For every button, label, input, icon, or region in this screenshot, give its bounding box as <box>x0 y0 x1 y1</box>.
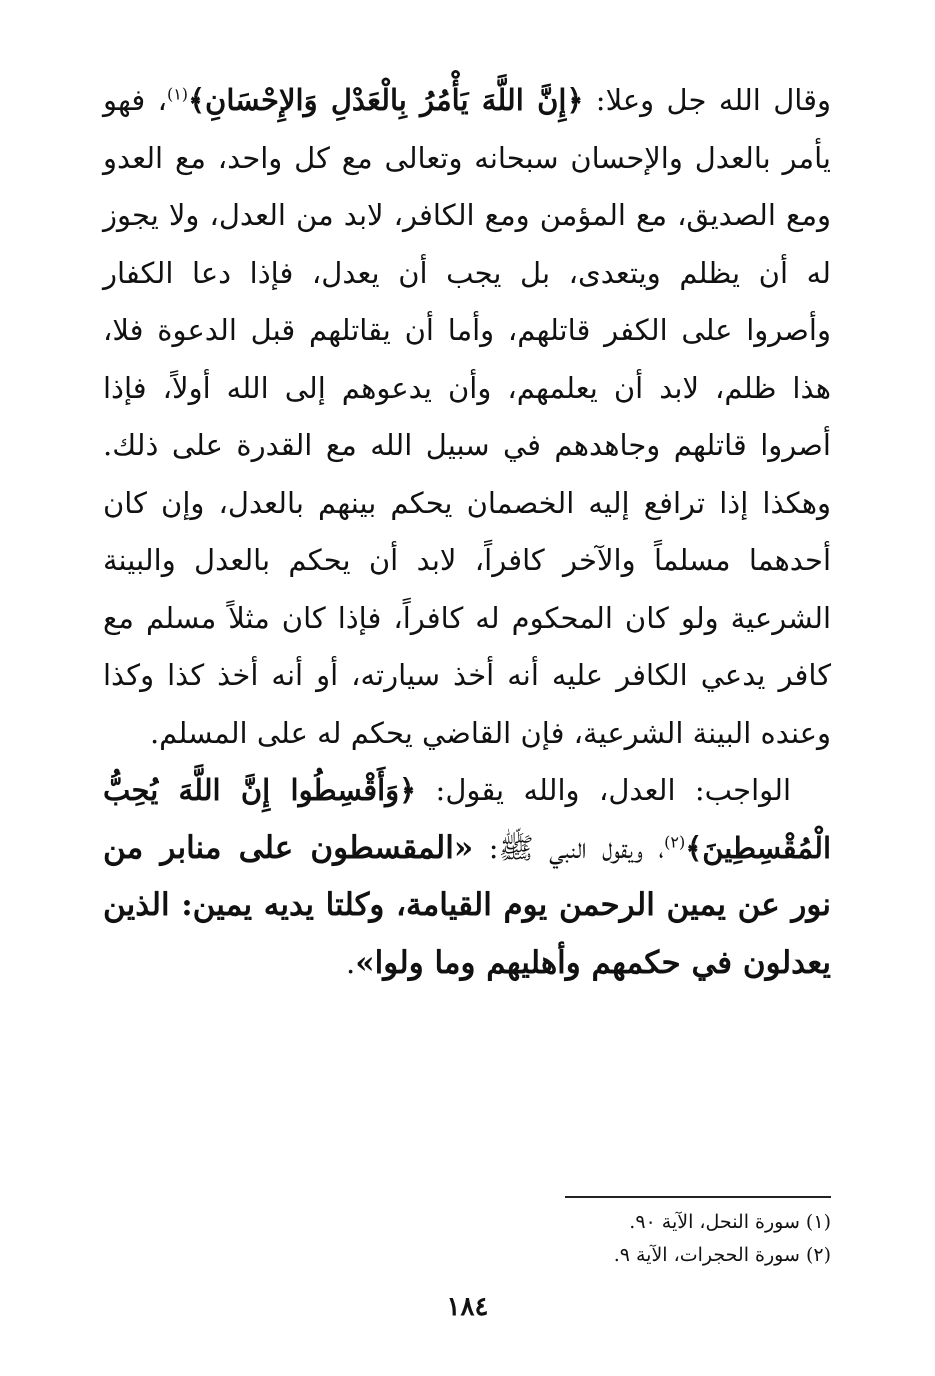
paragraph-2-end: . <box>346 945 356 980</box>
paragraph-1 <box>103 72 831 762</box>
paragraph-1-rest: ، فهو يأمر بالعدل والإحسان سبحانه وتعالى مع كل واحد، مع العدو ومع الصديق، مع المؤمن ومع الكافر، لابد من العدل، ولا يجوز له أن يظلم ويتعدى، بل يجب أن يعدل، فإذا دعا الكفار وأصروا على الكفر قاتلهم، وأما أن يقاتلهم قبل الدعوة فلا، هذا ظلم، لابد أن يعلمهم، وأن يدعوهم إلى الله أولاً، فإذا أصروا قاتلهم وجاهدهم في سبيل الله مع القدرة على ذلك. وهكذا إذا ترافع إليه الخصمان يحكم بينهم بالعدل، وإن كان أحدهما مسلماً والآخر كافراً، لابد أن يحكم بالعدل والبينة الشرعية ولو كان المحكوم له كافراً، فإذا كان مثلاً مسلم مع كافر يدعي الكافر عليه أنه أخذ سيارته، أو أنه أخذ كذا وكذا وعنده البينة الشرعية، فإن القاضي يحكم له على المسلم. <box>103 83 831 750</box>
quran-bracket-open: ﴿ <box>566 83 584 117</box>
paragraph-1-intro: وقال الله جل وعلا: <box>583 83 832 117</box>
paragraph-2-intro: الواجب: العدل، والله يقول: <box>416 773 792 807</box>
footnote-ref-1: (١) <box>166 84 189 104</box>
quran-verse-2-text: وَأَقْسِطُوا إِنَّ اللَّهَ يُحِبُّ الْمُقْسِطِينَ <box>103 773 832 865</box>
footnote-divider <box>565 1196 831 1198</box>
quran-verse-1-text: إِنَّ اللَّهَ يَأْمُرُ بِالْعَدْلِ وَالإِحْسَانِ <box>205 83 567 117</box>
footnote-2: (٢) سورة الحجرات، الآية ٩. <box>613 1244 831 1266</box>
quran-verse-1 <box>188 83 583 117</box>
quran-bracket-open: ﴿ <box>399 773 417 807</box>
footnote-1: (١) سورة النحل، الآية ٩٠. <box>629 1211 831 1233</box>
body-text <box>103 72 831 992</box>
hadith-quote: «المقسطون على منابر من نور عن يمين الرحمن يوم القيامة، وكلتا يديه يمين: الذين يعدلون في حكمهم وأهليهم وما ولوا» <box>103 829 831 981</box>
footnotes <box>431 1206 831 1272</box>
paragraph-2 <box>103 762 831 992</box>
quran-bracket-close: ﴾ <box>188 83 206 117</box>
footnote-ref-2: (٢) <box>664 831 686 851</box>
page-number: ١٨٤ <box>446 1292 489 1322</box>
quran-bracket-close: ﴾ <box>685 830 703 865</box>
paragraph-2-after-ref: ، ويقول النبي ﷺ: <box>473 830 665 865</box>
